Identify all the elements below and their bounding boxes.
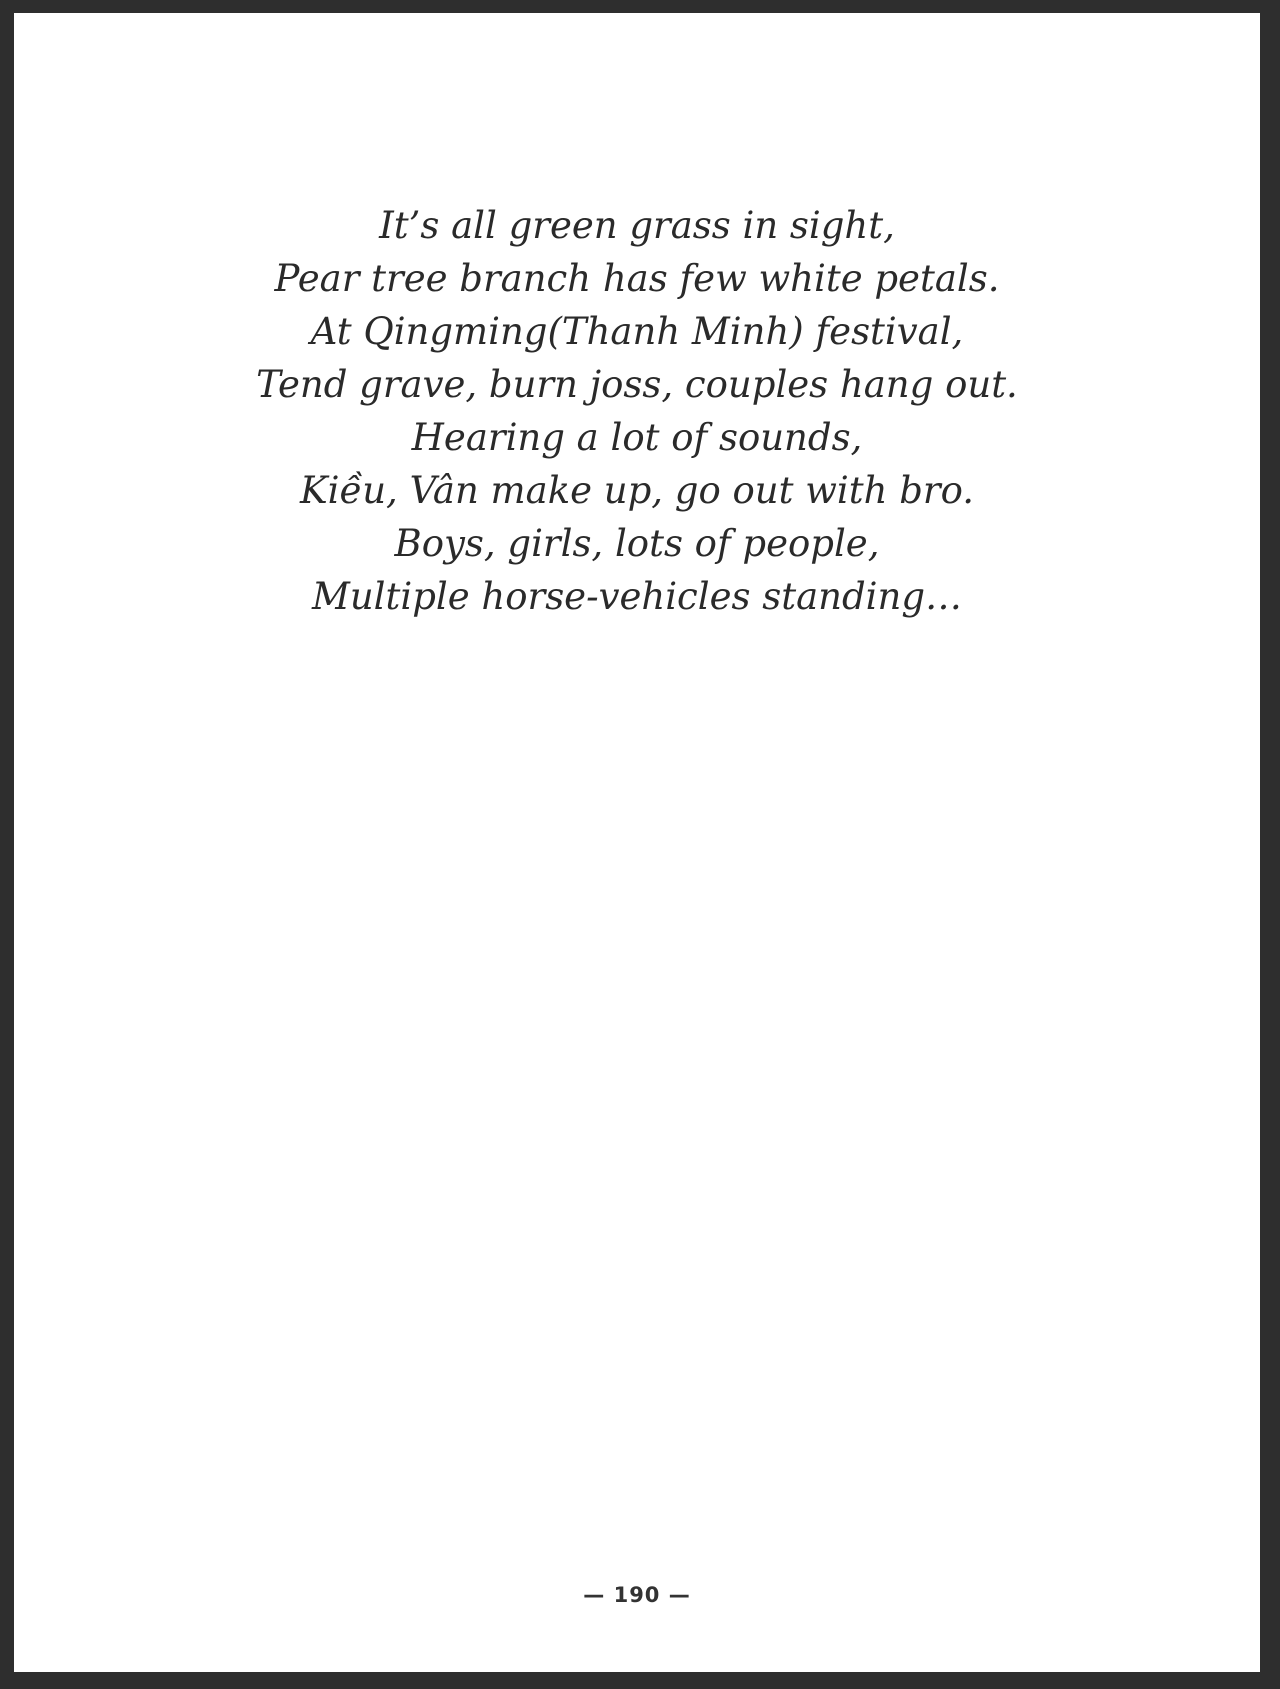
poem-line: Pear tree branch has few white petals. [274, 257, 1000, 300]
book-page [14, 13, 1260, 1672]
poem-stanza [14, 199, 1260, 623]
poem-line: Multiple horse-vehicles standing… [311, 575, 963, 618]
poem-line: Kiều, Vân make up, go out with bro. [299, 469, 974, 512]
poem-line: It’s all green grass in sight, [379, 204, 895, 247]
page-number: — 190 — [583, 1583, 691, 1607]
poem-line: Tend grave, burn joss, couples hang out. [256, 363, 1018, 406]
poem-line: Boys, girls, lots of people, [394, 522, 880, 565]
poem-line: At Qingming(Thanh Minh) festival, [310, 310, 964, 353]
poem-line: Hearing a lot of sounds, [411, 416, 863, 459]
